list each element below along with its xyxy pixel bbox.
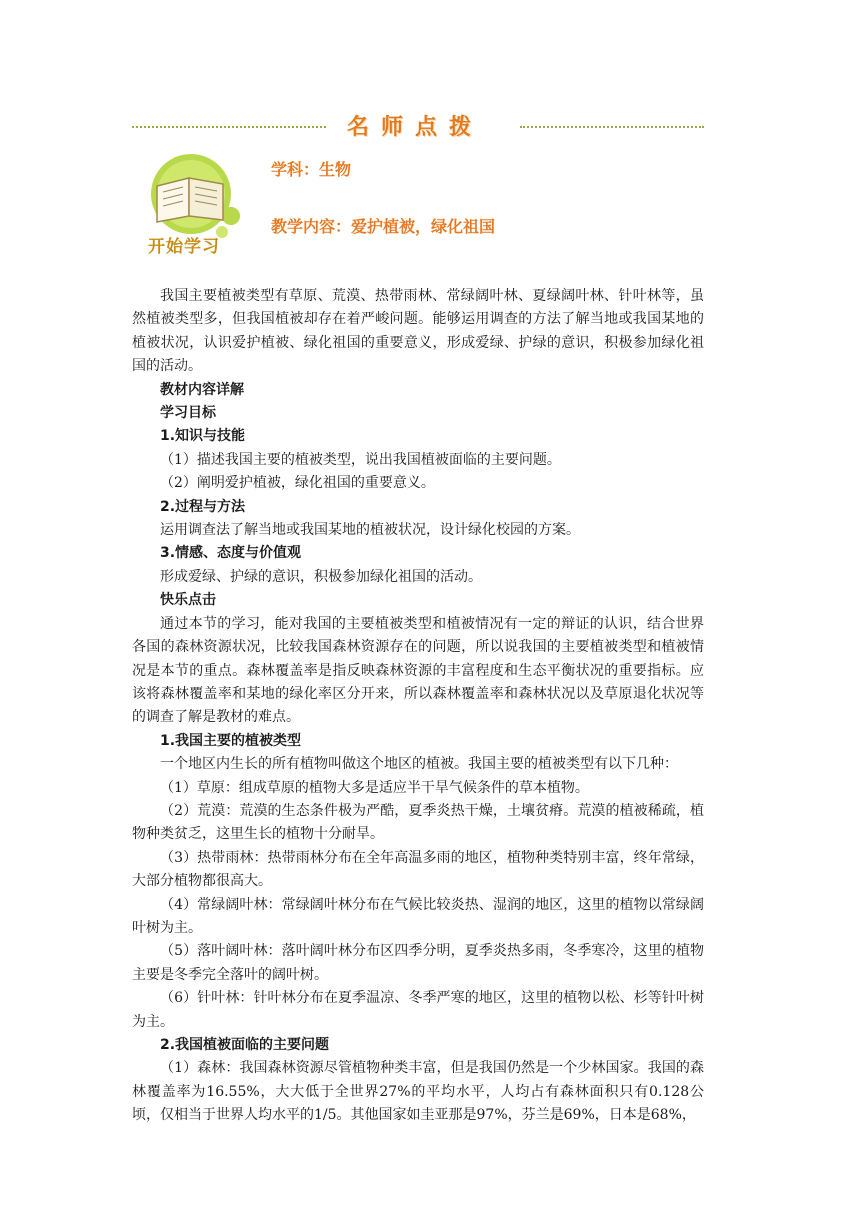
knowledge-item-1: （1）描述我国主要的植被类型，说出我国植被面临的主要问题。 <box>160 451 561 468</box>
heading-detail: 教材内容详解 <box>160 381 244 398</box>
heading-problems: 2.我国植被面临的主要问题 <box>160 1037 330 1053</box>
heading-knowledge: 1.知识与技能 <box>160 428 246 445</box>
problem-item-1: （1）森林：我国森林资源尽管植物种类丰富，但是我国仍然是一个少林国家。我国的森林覆盖率为16.55%，大大低于全世界27%的平均水平，人均占有森林面积只有0.128公顷，仅相当于世界人均水平的1/5。其他国家如圭亚那是97%，芬兰是69%，日本是68%， <box>132 1060 704 1124</box>
heading-emotion: 3.情感、态度与价值观 <box>160 545 302 562</box>
banner-dotted-line-left <box>132 126 326 128</box>
heading-process: 2.过程与方法 <box>160 498 246 515</box>
type-item-5: （5）落叶阔叶林：落叶阔叶林分布区四季分明，夏季炎热多雨，冬季寒冷，这里的植物主要是冬季完全落叶的阔叶树。 <box>132 943 704 983</box>
subject-label: 学科：生物 <box>271 160 352 179</box>
emotion-text: 形成爱绿、护绿的意识，积极参加绿化祖国的活动。 <box>160 568 482 585</box>
type-item-3: （3）热带雨林：热带雨林分布在全年高温多雨的地区，植物种类特别丰富，终年常绿，大部分植物都很高大。 <box>132 849 704 890</box>
type-item-6: （6）针叶林：针叶林分布在夏季温凉、冬季严寒的地区，这里的植物以松、杉等针叶树为主。 <box>132 990 704 1030</box>
process-text: 运用调查法了解当地或我国某地的植被状况，设计绿化校园的方案。 <box>160 522 580 539</box>
type-item-4: （4）常绿阔叶林：常绿阔叶林分布在气候比较炎热、湿润的地区，这里的植物以常绿阔叶树为主。 <box>132 896 704 936</box>
intro-paragraph: 我国主要植被类型有草原、荒漠、热带雨林、常绿阔叶林、夏绿阔叶林、针叶林等，虽然植被类型多，但我国植被却存在着严峻问题。能够运用调查的方法了解当地或我国某地的植被状况，认识爱护植被、绿化祖国的重要意义，形成爱绿、护绿的意识，积极参加绿化祖国的活动。 <box>132 288 704 375</box>
type-item-1: （1）草原：组成草原的植物大多是适应半干旱气候条件的草本植物。 <box>160 779 589 796</box>
heading-goals: 学习目标 <box>160 405 216 422</box>
knowledge-item-2: （2）阐明爱护植被，绿化祖国的重要意义。 <box>160 475 435 492</box>
section-banner <box>132 112 704 142</box>
logo-label: 开始学习 <box>148 237 220 257</box>
article-body <box>132 285 704 1128</box>
heading-happy: 快乐点击 <box>160 592 216 609</box>
type-item-2: （2）荒漠：荒漠的生态条件极为严酷，夏季炎热干燥，土壤贫瘠。荒漠的植被稀疏，植物种类贫乏，这里生长的植物十分耐旱。 <box>132 802 704 843</box>
banner-title: 名师点拨 <box>346 114 483 140</box>
types-intro: 一个地区内生长的所有植物叫做这个地区的植被。我国主要的植被类型有以下几种： <box>160 756 678 773</box>
teaching-content-label: 教学内容：爱护植被，绿化祖国 <box>271 217 496 236</box>
heading-types: 1.我国主要的植被类型 <box>160 732 302 749</box>
happy-paragraph: 通过本节的学习，能对我国的主要植被类型和植被情况有一定的辩证的认识，结合世界各国的森林资源状况，比较我国森林资源存在的问题，所以说我国的主要植被类型和植被情况是本节的重点。森林覆盖率是指反映森林资源的丰富程度和生态平衡状况的重要指标。应该将森林覆盖率和某地的绿化率区分开来，所以森林覆盖率和森林状况以及草原退化状况等的调查了解是教材的难点。 <box>132 615 704 726</box>
banner-dotted-line-right <box>520 126 704 128</box>
